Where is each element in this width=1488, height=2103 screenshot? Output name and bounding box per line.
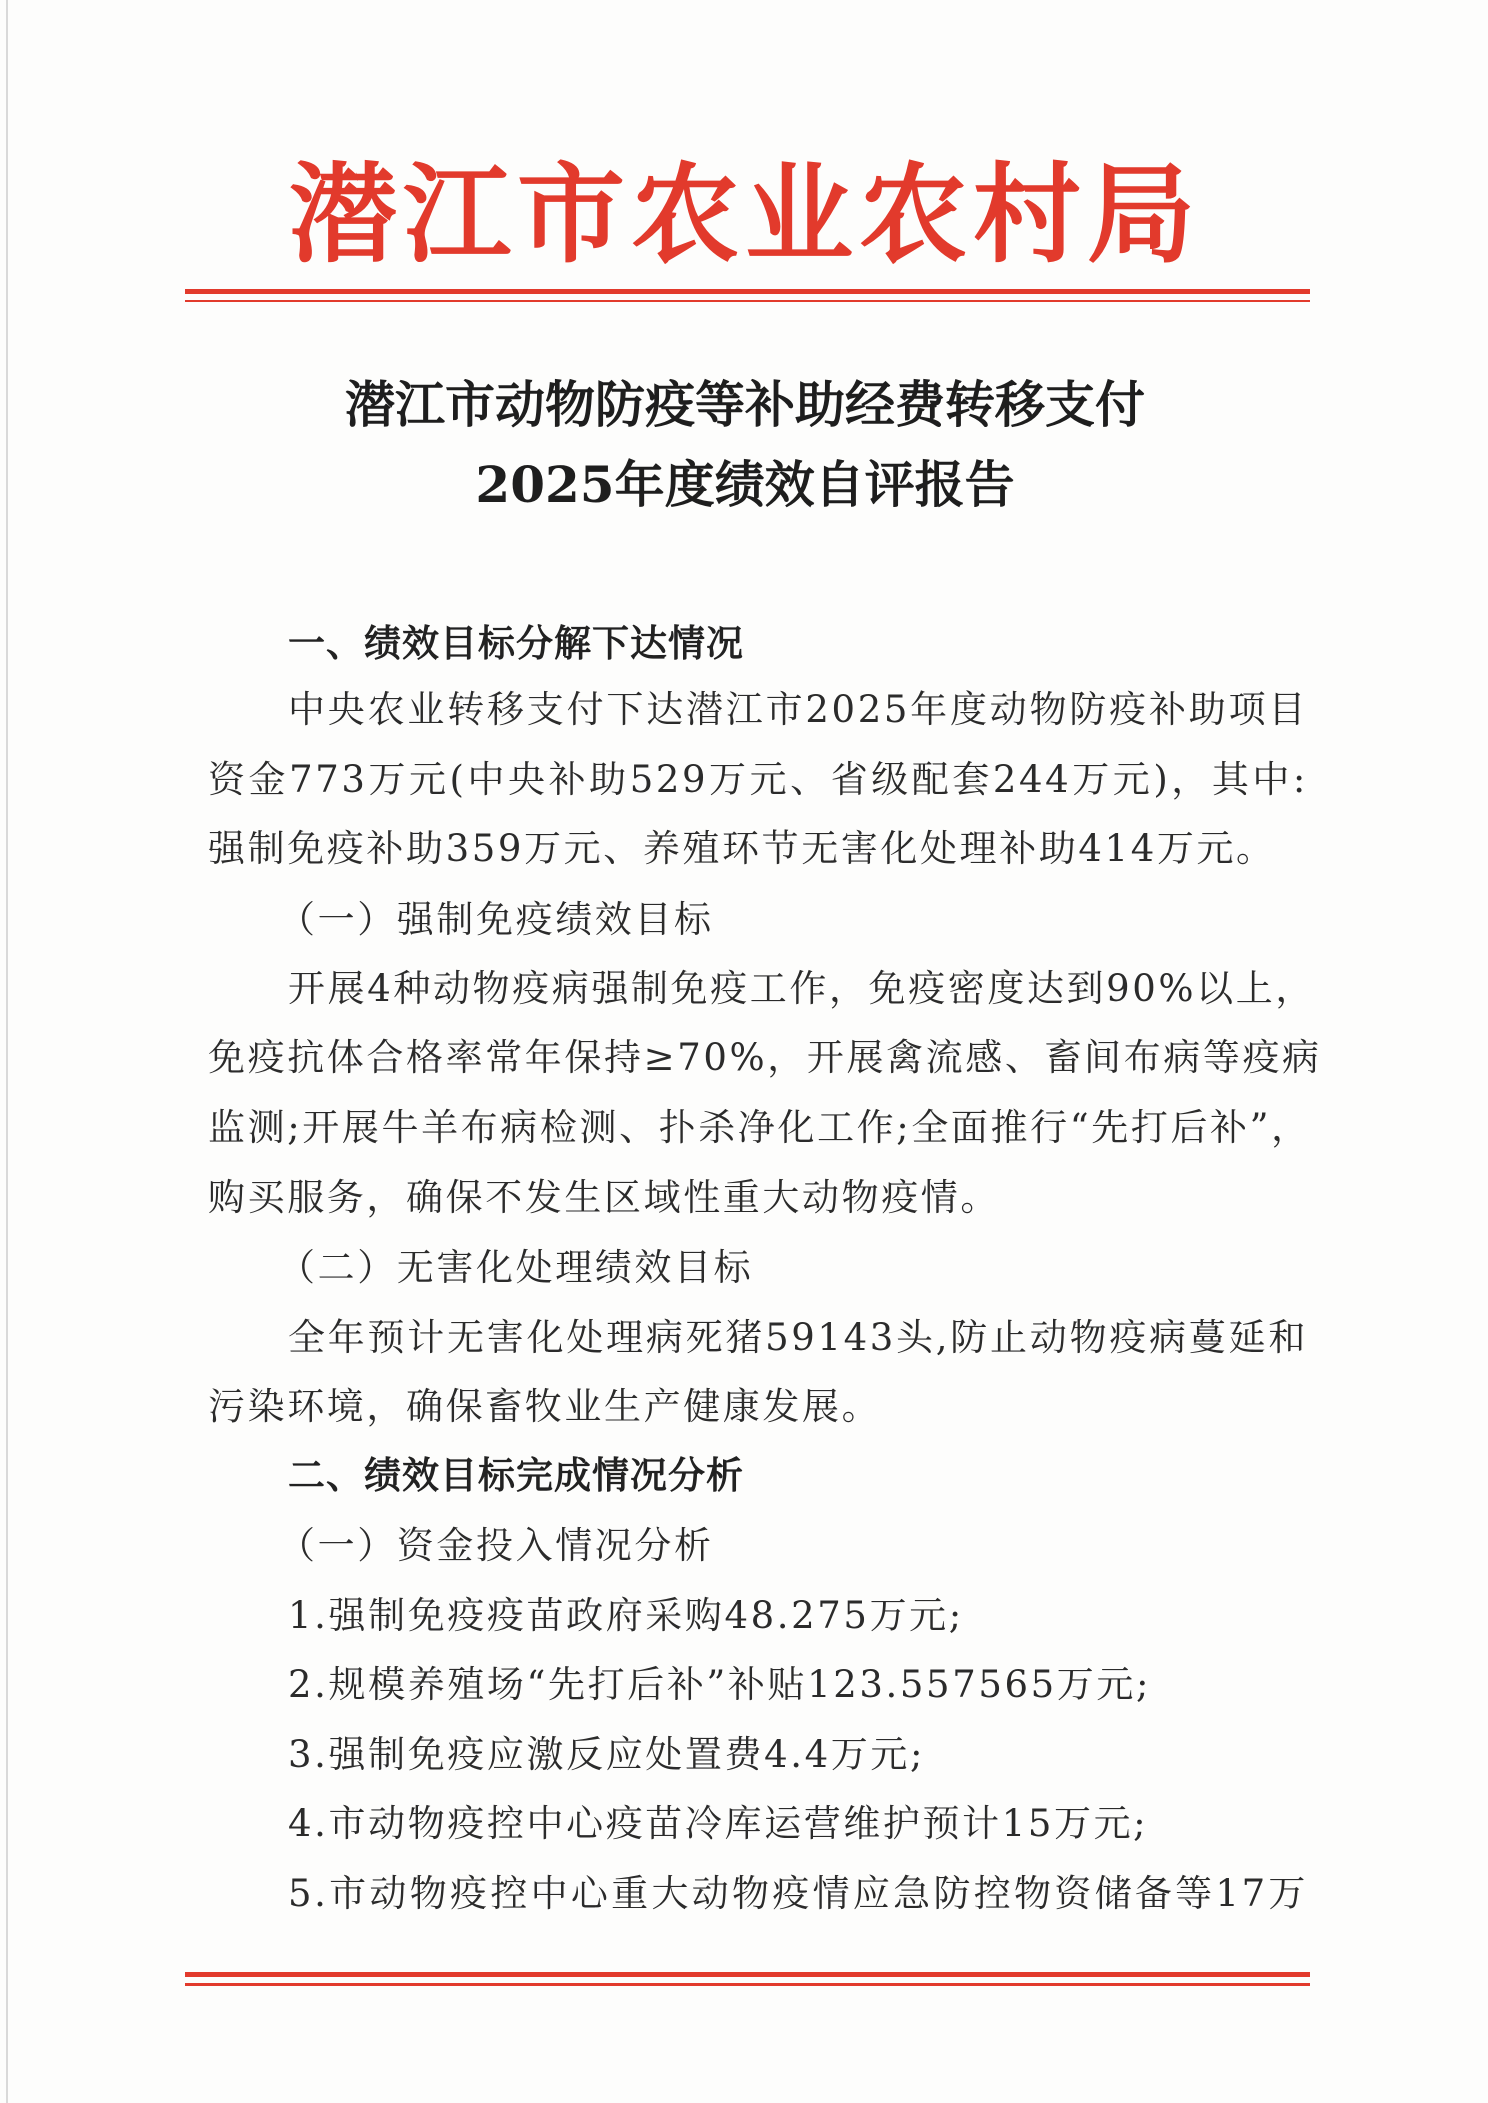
paragraph-line: 购买服务，确保不发生区域性重大动物疫情。 (208, 1176, 1000, 1219)
paragraph-line: 强制免疫补助359万元、养殖环节无害化处理补助414万元。 (208, 827, 1276, 870)
paragraph-line: 免疫抗体合格率常年保持≥70%，开展禽流感、畜间布病等疫病 (208, 1036, 1322, 1079)
header-rule-thin (185, 300, 1310, 302)
paragraph-line: 污染环境，确保畜牧业生产健康发展。 (208, 1385, 882, 1428)
list-item: 3.强制免疫应激反应处置费4.4万元; (288, 1733, 926, 1776)
header-rule-thick (185, 289, 1310, 294)
paragraph-line: 开展4种动物疫病强制免疫工作，免疫密度达到90%以上， (288, 967, 1315, 1010)
agency-masthead: 潜江市农业农村局 (288, 152, 1201, 278)
paragraph-line: 资金773万元(中央补助529万元、省级配套244万元)，其中: (208, 758, 1308, 801)
paragraph-line: 监测;开展牛羊布病检测、扑杀净化工作;全面推行“先打后补”， (208, 1106, 1311, 1149)
report-title-line1: 潜江市动物防疫等补助经费转移支付 (345, 375, 1145, 434)
paragraph-line: 全年预计无害化处理病死猪59143头,防止动物疫病蔓延和 (288, 1316, 1308, 1359)
list-item: 5.市动物疫控中心重大动物疫情应急防控物资储备等17万 (288, 1872, 1308, 1915)
section-heading: 二、绩效目标完成情况分析 (288, 1454, 744, 1497)
footer-rule-thick (185, 1972, 1310, 1977)
subsection-heading: （二）无害化处理绩效目标 (278, 1246, 754, 1289)
list-item: 4.市动物疫控中心疫苗冷库运营维护预计15万元; (288, 1802, 1149, 1845)
page-edge (6, 0, 8, 2103)
subsection-heading: （一）强制免疫绩效目标 (278, 898, 714, 941)
report-title-line2: 2025年度绩效自评报告 (475, 455, 1015, 514)
footer-rule-thin (185, 1983, 1310, 1986)
section-heading: 一、绩效目标分解下达情况 (288, 622, 744, 665)
subsection-heading: （一）资金投入情况分析 (278, 1524, 714, 1567)
list-item: 2.规模养殖场“先打后补”补贴123.557565万元; (288, 1663, 1152, 1706)
paragraph-line: 中央农业转移支付下达潜江市2025年度动物防疫补助项目 (288, 688, 1308, 731)
list-item: 1.强制免疫疫苗政府采购48.275万元; (288, 1594, 964, 1637)
